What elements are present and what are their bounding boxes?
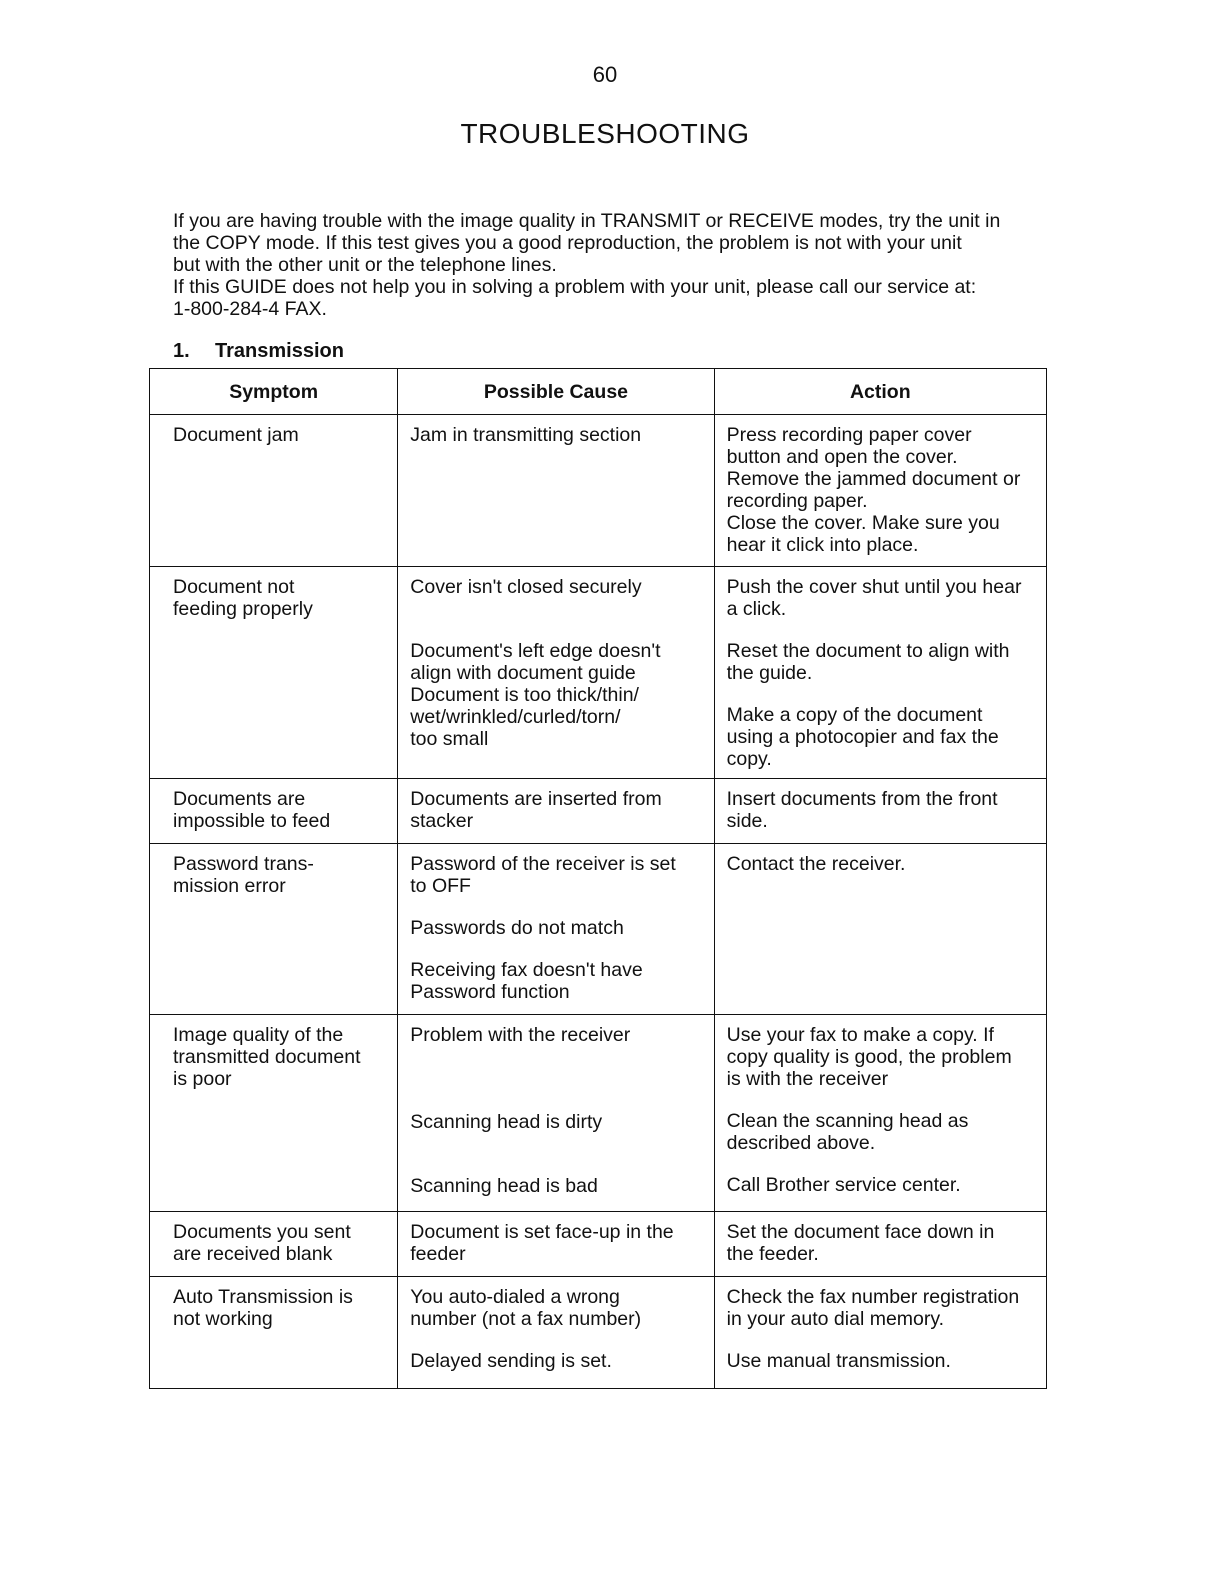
symptom-line: Documents you sent: [173, 1221, 351, 1243]
action-line: the feeder.: [726, 1243, 819, 1265]
symptom-line: not working: [173, 1308, 273, 1330]
action-cell: [714, 415, 1046, 567]
symptom-cell: [150, 1277, 398, 1389]
cause-line: Delayed sending is set.: [410, 1350, 612, 1372]
table-row: [150, 415, 1047, 567]
cause-line: Problem with the receiver: [410, 1024, 631, 1046]
action-line: Insert documents from the front: [726, 788, 998, 810]
intro-line: but with the other unit or the telephone lines.: [173, 254, 557, 276]
symptom-line: Document not: [173, 576, 295, 598]
page-title: TROUBLESHOOTING: [460, 118, 750, 149]
action-line: Use your fax to make a copy. If: [726, 1024, 994, 1046]
symptom-line: is poor: [173, 1068, 232, 1090]
action-cell: [714, 1277, 1046, 1389]
action-line: is with the receiver: [726, 1068, 889, 1090]
cause-line: Password of the receiver is set: [410, 853, 676, 875]
cause-cell: [398, 1277, 714, 1389]
intro-paragraph: [173, 210, 1053, 320]
intro-line: If you are having trouble with the image quality in TRANSMIT or RECEIVE modes, try the unit in: [173, 210, 1001, 232]
action-line: button and open the cover.: [726, 446, 958, 468]
action-line: using a photocopier and fax the: [726, 726, 999, 748]
symptom-line: mission error: [173, 875, 286, 897]
header-cause: Possible Cause: [398, 369, 714, 415]
cause-cell: [398, 1015, 714, 1212]
cause-line: Cover isn't closed securely: [410, 576, 642, 598]
header-action: Action: [714, 369, 1046, 415]
section-title: Transmission: [215, 340, 344, 362]
cause-line: number (not a fax number): [410, 1308, 642, 1330]
action-cell: [714, 779, 1046, 844]
table-row: [150, 844, 1047, 1015]
symptom-cell: [150, 1212, 398, 1277]
header-symptom: Symptom: [150, 369, 398, 415]
cause-cell: [398, 779, 714, 844]
symptom-line: impossible to feed: [173, 810, 331, 832]
cause-line: Document is set face-up in the: [410, 1221, 674, 1243]
cause-line: Scanning head is bad: [410, 1175, 598, 1197]
cause-line: Documents are inserted from: [410, 788, 662, 810]
section-number: 1.: [173, 340, 190, 362]
symptom-line: Documents are: [173, 788, 306, 810]
table-row: [150, 567, 1047, 779]
section-heading: [173, 340, 344, 363]
action-line: Clean the scanning head as: [726, 1110, 969, 1132]
action-cell: [714, 567, 1046, 779]
cause-line: feeder: [410, 1243, 466, 1265]
action-line: a click.: [726, 598, 787, 620]
action-line: hear it click into place.: [726, 534, 919, 556]
table-row: [150, 779, 1047, 844]
cause-line: Jam in transmitting section: [410, 424, 642, 446]
intro-line: If this GUIDE does not help you in solving a problem with your unit, please call our service at:: [173, 276, 977, 298]
cause-line: You auto-dialed a wrong: [410, 1286, 620, 1308]
action-line: Check the fax number registration: [726, 1286, 1020, 1308]
cause-line: too small: [410, 728, 489, 750]
symptom-line: Image quality of the: [173, 1024, 344, 1046]
cause-line: to OFF: [410, 875, 471, 897]
action-cell: [714, 1212, 1046, 1277]
action-line: in your auto dial memory.: [726, 1308, 945, 1330]
cause-cell: [398, 415, 714, 567]
action-line: copy.: [726, 748, 772, 770]
symptom-cell: [150, 415, 398, 567]
action-cell: [714, 844, 1046, 1015]
action-line: Close the cover. Make sure you: [726, 512, 1000, 534]
action-line: Push the cover shut until you hear: [726, 576, 1022, 598]
action-line: Reset the document to align with: [726, 640, 1010, 662]
action-line: Use manual transmission.: [726, 1350, 951, 1372]
action-line: recording paper.: [726, 490, 868, 512]
cause-line: stacker: [410, 810, 474, 832]
action-line: Call Brother service center.: [726, 1174, 961, 1196]
symptom-line: Auto Transmission is: [173, 1286, 353, 1308]
troubleshooting-table: [149, 368, 1047, 1389]
table-header-row: [150, 369, 1047, 415]
action-line: side.: [726, 810, 768, 832]
action-line: Set the document face down in: [726, 1221, 995, 1243]
symptom-cell: [150, 567, 398, 779]
cause-line: Password function: [410, 981, 570, 1003]
action-line: copy quality is good, the problem: [726, 1046, 1012, 1068]
cause-line: Document's left edge doesn't: [410, 640, 661, 662]
action-cell: [714, 1015, 1046, 1212]
action-line: Make a copy of the document: [726, 704, 983, 726]
page-number: 60: [592, 62, 618, 87]
cause-line: wet/wrinkled/curled/torn/: [410, 706, 621, 728]
table-row: [150, 1015, 1047, 1212]
symptom-cell: [150, 1015, 398, 1212]
symptom-line: Password trans-: [173, 853, 314, 875]
intro-line: 1-800-284-4 FAX.: [173, 298, 327, 320]
action-line: described above.: [726, 1132, 876, 1154]
intro-line: the COPY mode. If this test gives you a good reproduction, the problem is not with your unit: [173, 232, 962, 254]
symptom-line: are received blank: [173, 1243, 333, 1265]
table-row: [150, 1212, 1047, 1277]
symptom-cell: [150, 844, 398, 1015]
cause-line: Receiving fax doesn't have: [410, 959, 643, 981]
cause-cell: [398, 1212, 714, 1277]
action-line: Contact the receiver.: [726, 853, 906, 875]
symptom-cell: [150, 779, 398, 844]
symptom-line: Document jam: [173, 424, 299, 446]
symptom-line: transmitted document: [173, 1046, 361, 1068]
cause-line: Passwords do not match: [410, 917, 624, 939]
cause-line: align with document guide: [410, 662, 636, 684]
table-row: [150, 1277, 1047, 1389]
cause-cell: [398, 844, 714, 1015]
action-line: the guide.: [726, 662, 813, 684]
action-line: Remove the jammed document or: [726, 468, 1021, 490]
action-line: Press recording paper cover: [726, 424, 972, 446]
cause-cell: [398, 567, 714, 779]
cause-line: Scanning head is dirty: [410, 1111, 603, 1133]
symptom-line: feeding properly: [173, 598, 313, 620]
cause-line: Document is too thick/thin/: [410, 684, 639, 706]
